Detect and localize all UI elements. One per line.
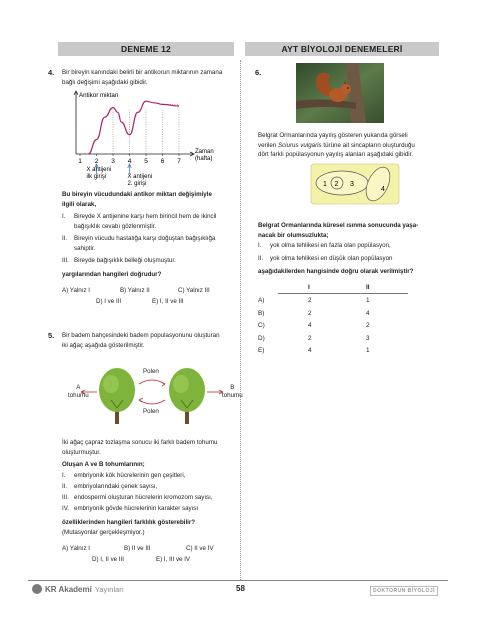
pollen-arrow-bottom: [139, 400, 165, 404]
right-header: [245, 42, 439, 56]
footer-rule: [28, 580, 448, 581]
column-divider: [240, 60, 241, 580]
table-cell-ii: 1: [366, 347, 370, 354]
x-tick-label: 4: [127, 158, 132, 165]
q4-prompt: yargılarından hangileri doğrudur?: [62, 271, 162, 278]
antigen-label: ilk girişi: [86, 174, 107, 180]
left-header: [58, 42, 234, 56]
q5-option-e[interactable]: E) I, III ve IV: [156, 556, 191, 563]
x-tick-label: 5: [144, 158, 148, 165]
q6-prompt: aşağıdakilerden hangisinde doğru olarak verilmiştir?: [258, 268, 414, 275]
q6-statement-2: II. yok olma tehlikesi en düşük olan popülasyon: [258, 254, 393, 262]
q5-statements: [62, 471, 240, 514]
table-cell-i: 2: [308, 309, 312, 317]
q6-desc: Belgrat Ormanlarında yayılış gösteren yukarıda görseli verilen Sciurus vulgaris türüne ait sincapların oluşturduğu dört farklı popülasyonun yayılış alanları aşağıdaki gibidir.: [258, 132, 415, 158]
q4-statement-2: II. Bireyin vücudu hastalığa karşı doğuştan bağışıklığa sahiptir.: [62, 235, 216, 252]
antibody-curve: [88, 101, 179, 154]
table-row-label: B): [258, 309, 265, 317]
q5-option-c[interactable]: C) II ve IV: [186, 545, 214, 552]
q4-question: [62, 190, 238, 209]
table-row[interactable]: [258, 320, 418, 333]
table-row[interactable]: [258, 333, 418, 346]
q6-species: Sciurus vulgaris: [277, 141, 322, 149]
q5-prompt: özelliklerinden hangileri farklılık gösterebilir?: [62, 519, 196, 526]
table-row-label: E): [258, 347, 265, 354]
q6-statement-1: I. yok olma tehlikesi en fazla olan popülasyon,: [258, 242, 391, 249]
table-row-label: A): [258, 297, 265, 304]
pollen-label-bottom: Polen: [143, 408, 159, 415]
table-cell-i: 4: [308, 322, 312, 329]
x-axis-label: (hafta): [195, 156, 213, 162]
svg-text:2: 2: [334, 181, 339, 188]
table-cell-i: 2: [308, 334, 312, 342]
table-row[interactable]: [258, 308, 418, 321]
kr-logo-icon: [32, 584, 42, 594]
right-tree: [169, 368, 205, 424]
q6-question: Belgrat Ormanlarında küresel ısınma sonucunda yaşa- nacak bir olumsuzlukta;: [258, 222, 419, 239]
table-cell-i: 2: [308, 297, 312, 304]
table-cell-ii: 3: [366, 334, 370, 342]
q4-question-line: Bu bireyin vücudundaki antikor miktarı değişimiyle: [62, 191, 212, 198]
x-tick-label: 6: [160, 158, 165, 165]
footer-brand-suffix: Yayınları: [94, 584, 124, 594]
q4-number: 4.: [48, 68, 55, 77]
footer: [0, 580, 480, 598]
page-number: 58: [236, 584, 245, 593]
svg-text:4: 4: [381, 186, 385, 193]
table-cell-i: 4: [308, 347, 312, 354]
seed-b-label: B tohumu: [222, 384, 243, 399]
q4-stem-line: Bir bireyin kanındaki belirli bir antikorun miktarının zamana: [62, 69, 223, 76]
seed-a-label: A tohumu: [68, 384, 89, 399]
antigen-label: 2. girişi: [127, 181, 147, 187]
q5-number: 5.: [48, 331, 55, 340]
q6-statements: [258, 241, 444, 263]
q5-stem-line: Bir badem bahçesindeki badem populasyonunu oluşturan: [62, 332, 220, 339]
table-cell-ii: 4: [366, 309, 370, 317]
q4-option-e[interactable]: E) I, II ve III: [152, 298, 184, 305]
antigen-label: X antijeni: [127, 174, 153, 180]
q4-question-line: ilgili olarak,: [62, 200, 97, 208]
q5-question: Oluşan A ve B tohumlarının;: [62, 461, 145, 468]
q5-statement-1: I. embriyonik kök hücrelerinin gen çeşitleri,: [62, 472, 186, 479]
pollen-label-top: Polen: [143, 368, 159, 375]
q5-statement-3: III. endospermi oluşturan hücrelerin kromozom sayısı,: [62, 494, 213, 501]
antigen-label: X antijeni: [86, 167, 112, 173]
q5-option-a[interactable]: A) Yalnız I: [62, 545, 90, 552]
q5-statement-2: II. embriyolarındaki çenek sayısı,: [62, 483, 158, 490]
population-regions-diagram: [310, 163, 400, 205]
table-row-label: D): [258, 334, 265, 342]
q6-number: 6.: [255, 68, 262, 77]
q4-stem-line: bağlı değişimi aşağıdaki gibidir.: [62, 78, 148, 86]
q5-option-d[interactable]: D) I, II ve III: [92, 556, 124, 563]
q6-answer-table: [258, 284, 418, 364]
squirrel-photo: [296, 63, 384, 123]
svg-text:3: 3: [350, 181, 354, 188]
q5-after: İki ağaç çapraz tozlaşma sonucu iki farklı badem tohumu oluşturmuştur.: [62, 439, 218, 456]
table-row[interactable]: [258, 345, 418, 358]
q4-statement-3: III. Bireyde bağışıklık belleği oluşmuştur.: [62, 257, 176, 264]
pollen-arrowhead-top: [161, 382, 165, 386]
q4-statements: [62, 212, 240, 266]
x-tick-label: 7: [177, 158, 181, 165]
q5-stem-line: iki ağaç aşağıda gösterilmiştir.: [62, 341, 145, 349]
q4-option-a[interactable]: A) Yalnız I: [62, 287, 90, 294]
footer-right-brand: DOKTORUN BİYOLOJİ: [370, 586, 438, 596]
table-cell-ii: 2: [366, 322, 370, 329]
q4-option-c[interactable]: C) Yalnız III: [178, 287, 210, 294]
footer-brand-name: KR Akademi: [45, 584, 92, 594]
table-cell-ii: 1: [366, 297, 370, 304]
x-tick-label: 2: [94, 158, 99, 165]
q4-option-b[interactable]: B) Yalnız II: [120, 287, 150, 294]
y-axis-label: Antikor miktarı: [79, 92, 119, 99]
table-header: [258, 284, 418, 295]
q4-stem: [62, 68, 237, 87]
x-tick-label: 1: [78, 158, 82, 165]
squirrel-head: [341, 84, 351, 94]
q5-stem: [62, 331, 238, 350]
x-axis-label: Zaman: [195, 149, 214, 155]
q5-option-b[interactable]: B) II ve III: [124, 545, 151, 552]
left-header-title: DENEME 12: [121, 44, 171, 54]
x-tick-label: 3: [111, 158, 115, 165]
q4-option-d[interactable]: D) I ve III: [96, 298, 122, 305]
table-header-ii: II: [366, 284, 370, 291]
right-header-title: AYT BİYOLOJİ DENEMELERİ: [281, 44, 403, 54]
table-row-label: C): [258, 322, 265, 329]
svg-text:1: 1: [323, 181, 327, 188]
q5-statement-4: IV. embriyonik gövde hücrelerinin karakter sayısı: [62, 505, 199, 512]
q4-statement-1: I. Bireyde X antijenine karşı hem birincil hem de ikincil bağışıklık cevabı gözlenmiştir.: [62, 213, 217, 230]
table-row[interactable]: [258, 295, 418, 308]
q5-note: (Mutasyonlar gerçekleşmiyor.): [62, 529, 145, 536]
table-header-i: I: [308, 284, 310, 291]
antibody-chart: [50, 88, 240, 188]
footer-brand[interactable]: [32, 584, 124, 594]
left-tree: [99, 368, 135, 424]
table-header-rule: [278, 293, 408, 294]
